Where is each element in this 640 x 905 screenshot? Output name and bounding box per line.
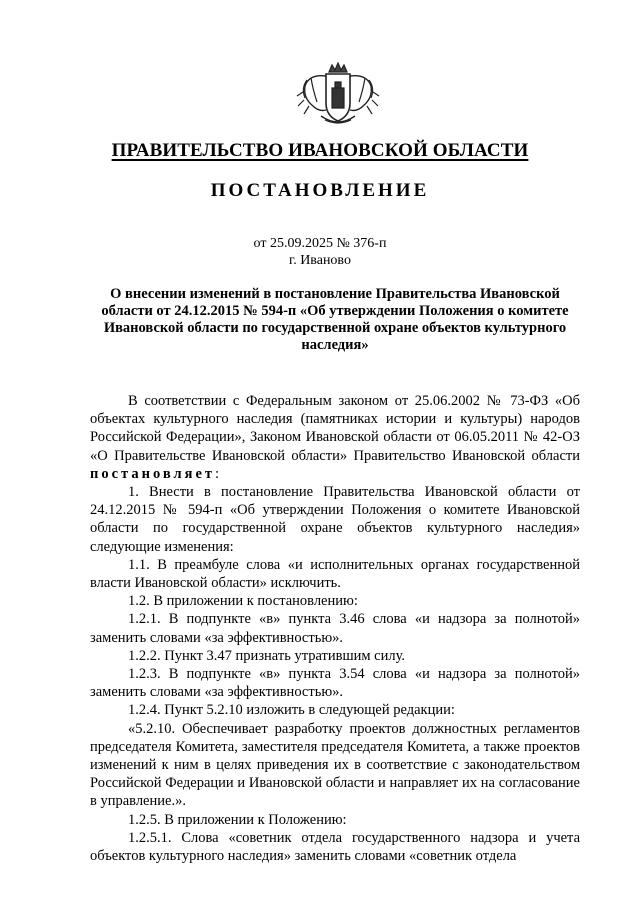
paragraph-1-2-2: 1.2.2. Пункт 3.47 признать утратившим силу. — [128, 647, 406, 664]
paragraph-1-2-1: 1.2.1. В подпункте «в» пункта 3.46 слова «и надзора за полнотой» заменить словами «за эффективностью». — [90, 611, 580, 646]
paragraph-1-2-5: 1.2.5. В приложении к Положению: — [128, 811, 347, 828]
quoted-paragraph-5-2-10: «5.2.10. Обеспечивает разработку проектов должностных регламентов председателя Комитета, заместителя председателя Комитета, а также проектов изменений к ним в целях приведения их в соответствие с законодательством Российской Федерации и Ивановской области и направляет их на согласование в управление.». — [90, 720, 580, 810]
decree-word: постановляет — [90, 465, 216, 482]
paragraph-1-1: 1.1. В преамбуле слова «и исполнительных органах государственной власти Ивановской области» исключить. — [90, 556, 580, 592]
organization-heading: ПРАВИТЕЛЬСТВО ИВАНОВСКОЙ ОБЛАСТИ — [111, 140, 529, 161]
paragraph-1-2-5-1: 1.2.5.1. Слова «советник отдела государственного надзора и учета объектов культурного наследия» заменить словами «советник отдела — [90, 829, 580, 865]
paragraph-1-2-4: 1.2.4. Пункт 5.2.10 изложить в следующей редакции: — [128, 702, 455, 719]
document-type-heading: ПОСТАНОВЛЕНИЕ — [210, 180, 430, 201]
document-city: г. Иваново — [289, 253, 351, 268]
document-title: О внесении изменений в постановление Правительства Ивановской области от 24.12.2015 № 594-п «Об утверждении Положения о комитете Ивановской области по государственной охране объектов культурного наследия» — [101, 286, 569, 353]
paragraph-1: 1. Внести в постановление Правительства Ивановской области от 24.12.2015 № 594-п «Об утверждении Положения о комитете Ивановской области по государственной охране объектов культурного наследия» следующие изменения: — [90, 484, 580, 555]
intro-paragraph — [90, 392, 580, 483]
document-body — [90, 392, 580, 865]
coat-of-arms-emblem-icon — [295, 58, 381, 130]
intro-text: В соответствии с Федеральным законом от 25.06.2002 № 73-ФЗ «Об объектах культурного наследия (памятниках истории и культуры) народов Российской Федерации», Законом Ивановской области от 06.05.2011 № 42-ОЗ «О Правительстве Ивановской области» Правительство Ивановской области — [90, 393, 580, 464]
document-date-number: от 25.09.2025 № 376-п — [253, 236, 387, 251]
paragraph-1-2-3: 1.2.3. В подпункте «в» пункта 3.54 слова «и надзора за полнотой» заменить словами «за эффективностью». — [90, 666, 580, 701]
intro-colon: : — [215, 465, 220, 482]
paragraph-1-2: 1.2. В приложении к постановлению: — [128, 593, 358, 610]
